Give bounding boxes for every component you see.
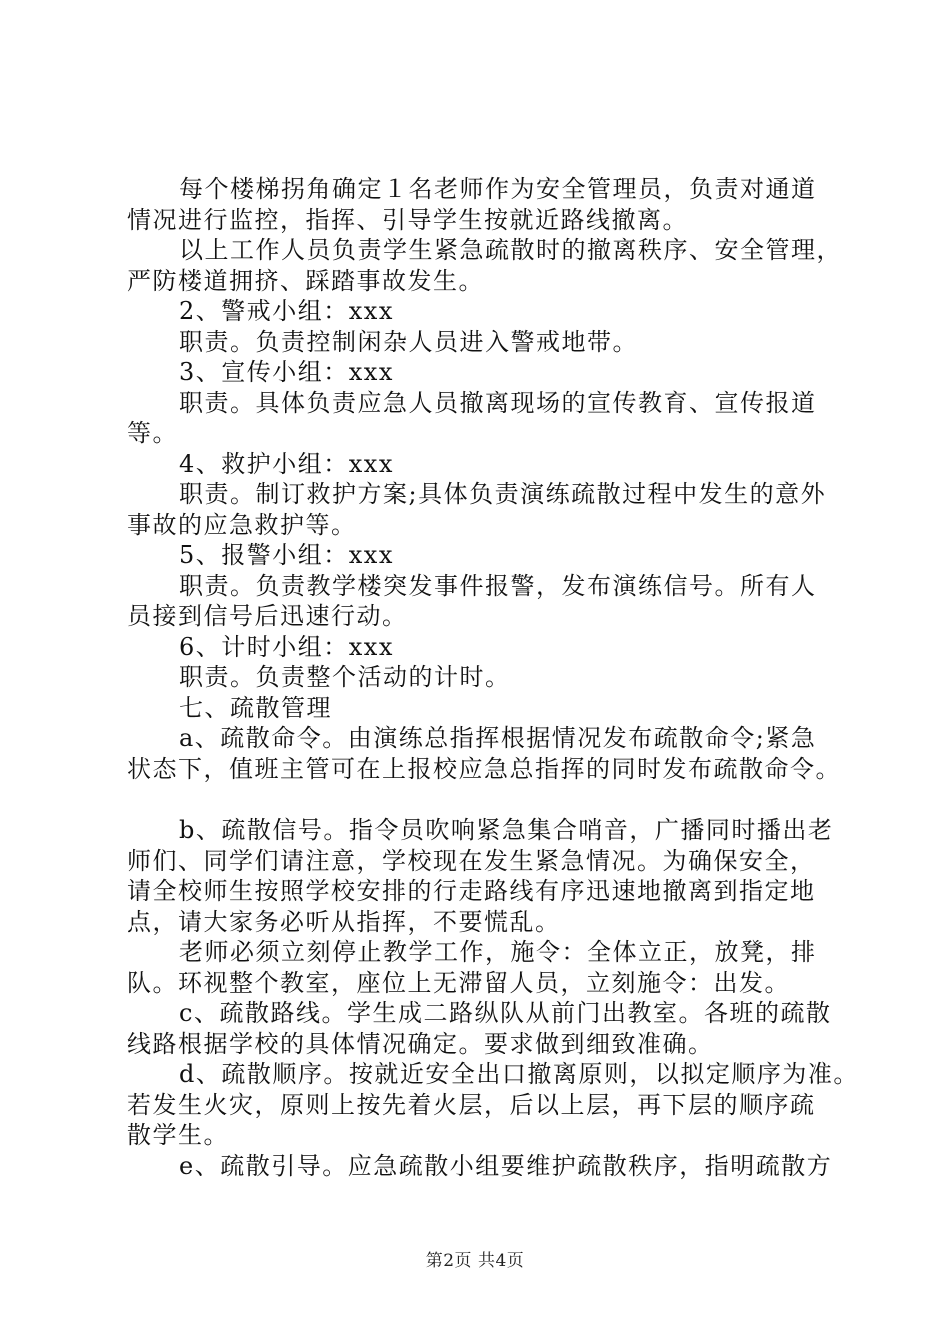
text-line: 七、疏散管理: [179, 693, 332, 722]
text-line: 若发生火灾，原则上按先着火层，后以上层，再下层的顺序疏: [127, 1090, 816, 1119]
text-line: 职责。负责教学楼突发事件报警，发布演练信号。所有人: [179, 571, 817, 600]
text-line: 2、警戒小组：xxx: [179, 297, 394, 325]
text-line: 师们、同学们请注意，学校现在发生紧急情况。为确保安全，: [127, 846, 816, 875]
text-line: 散学生。: [127, 1121, 229, 1149]
text-line: 4、救护小组：xxx: [179, 449, 394, 478]
text-line: 5、报警小组：xxx: [179, 541, 394, 569]
text-line: 职责。制订救护方案;具体负责演练疏散过程中发生的意外: [179, 480, 827, 508]
document-body: [127, 174, 859, 1181]
text-line: 3、宣传小组：xxx: [179, 358, 394, 386]
text-line: 员接到信号后迅速行动。: [127, 602, 408, 630]
text-line: 职责。负责整个活动的计时。: [179, 663, 511, 691]
text-line: 职责。负责控制闲杂人员进入警戒地带。: [179, 327, 638, 356]
page-number-label: 第2页 共4页: [425, 1251, 525, 1271]
text-line: 队。环视整个教室，座位上无滞留人员，立刻施令：出发。: [127, 968, 790, 997]
text-line: 点，请大家务必听从指挥，不要慌乱。: [127, 907, 561, 936]
text-line: 以上工作人员负责学生紧急疏散时的撤离秩序、安全管理，: [179, 236, 842, 264]
text-line: 事故的应急救护等。: [127, 510, 357, 539]
text-line: 老师必须立刻停止教学工作，施令：全体立正，放凳，排: [179, 938, 817, 966]
text-line: 6、计时小组：xxx: [179, 632, 394, 661]
text-line: 职责。具体负责应急人员撤离现场的宣传教育、宣传报道: [179, 388, 817, 417]
text-line: 等。: [127, 419, 178, 447]
text-line: 情况进行监控，指挥、引导学生按就近路线撤离。: [127, 205, 688, 234]
text-line: a、疏散命令。由演练总指挥根据情况发布疏散命令;紧急: [179, 724, 817, 752]
text-line: e、疏散引导。应急疏散小组要维护疏散秩序，指明疏散方: [179, 1151, 833, 1180]
text-line: 状态下，值班主管可在上报校应急总指挥的同时发布疏散命令。: [127, 754, 841, 783]
text-line: 请全校师生按照学校安排的行走路线有序迅速地撤离到指定地: [127, 877, 816, 905]
text-line: b、疏散信号。指令员吹响紧急集合哨音，广播同时播出老: [179, 816, 834, 844]
text-line: 每个楼梯拐角确定１名老师作为安全管理员，负责对通道: [179, 175, 817, 203]
text-line: c、疏散路线。学生成二路纵队从前门出教室。各班的疏散: [179, 999, 832, 1027]
text-line: 严防楼道拥挤、踩踏事故发生。: [127, 266, 484, 295]
text-line: 线路根据学校的具体情况确定。要求做到细致准确。: [127, 1029, 714, 1058]
paragraph-gap: [127, 784, 837, 815]
text-line: d、疏散顺序。按就近安全出口撤离原则，以拟定顺序为准。: [179, 1060, 859, 1088]
page-footer: [0, 1246, 950, 1271]
